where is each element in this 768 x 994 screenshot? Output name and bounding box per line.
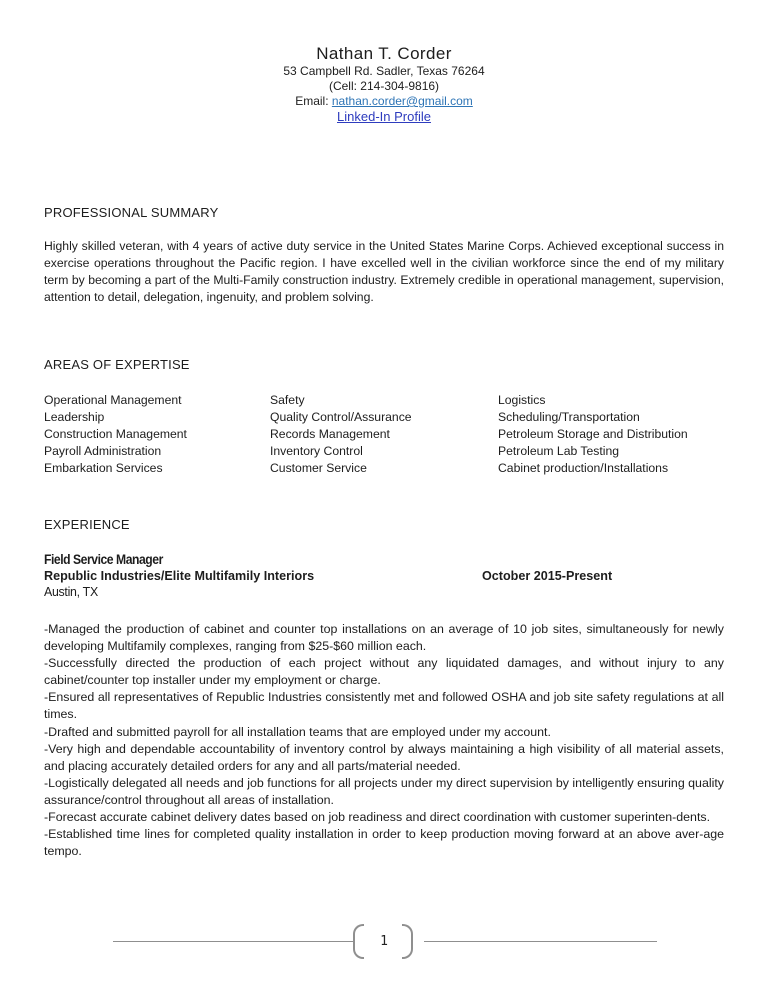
expertise-item: Quality Control/Assurance	[270, 410, 412, 424]
right-bracket-icon	[402, 924, 413, 959]
expertise-column-3	[498, 392, 724, 477]
expertise-item: Inventory Control	[270, 444, 363, 458]
expertise-heading: AREAS OF EXPERTISE	[44, 357, 190, 372]
job-bullet: -Very high and dependable accountability of inventory control by always maintaining a high visibility of all material assets, and placing accurately detailed orders for any and all parts/material needed.	[44, 741, 724, 773]
job-bullet: -Successfully directed the production of each project without any liquidated damages, and without injury to any cabinet/counter top installer under my employment or charge.	[44, 656, 724, 688]
footer-rule-left	[113, 941, 353, 942]
job-bullet-list	[44, 621, 724, 860]
footer-rule-right	[424, 941, 657, 942]
job-title: Field Service Manager	[44, 552, 163, 567]
summary-heading: PROFESSIONAL SUMMARY	[44, 205, 219, 220]
expertise-item: Operational Management	[44, 393, 182, 407]
expertise-grid	[44, 392, 724, 477]
expertise-item: Construction Management	[44, 427, 187, 441]
expertise-item: Leadership	[44, 410, 105, 424]
job-bullet: -Managed the production of cabinet and counter top installations on an average of 10 job sites, simultaneously for newly developing Multifamily complexes, ranging from $25-$60 million each.	[44, 622, 724, 654]
expertise-column-2	[270, 392, 498, 477]
job-location: Austin, TX	[44, 584, 98, 599]
job-bullet: -Forecast accurate cabinet delivery dates based on job readiness and direct coordination with customer superinten-dents.	[44, 810, 711, 825]
job-bullet: -Drafted and submitted payroll for all installation teams that are employed under my account.	[44, 724, 551, 739]
job-dates: October 2015-Present	[482, 569, 613, 583]
contact-header	[44, 0, 724, 125]
expertise-item: Logistics	[498, 393, 546, 407]
expertise-item: Scheduling/Transportation	[498, 410, 640, 424]
person-name: Nathan T. Corder	[316, 44, 452, 63]
email-line	[44, 94, 724, 109]
linkedin-line	[44, 109, 724, 125]
expertise-item: Petroleum Storage and Distribution	[498, 427, 688, 441]
job-bullet: -Ensured all representatives of Republic Industries consistently met and followed OSHA and job site safety regulations at all times.	[44, 690, 724, 722]
job-company: Republic Industries/Elite Multifamily Interiors	[44, 569, 315, 583]
email-link[interactable]: nathan.corder@gmail.com	[331, 94, 473, 108]
job-bullet: -Logistically delegated all needs and job functions for all projects under my direct supervision by intelligently ensuring quality assurance/control throughout all areas of installation.	[44, 775, 724, 807]
phone-number: (Cell: 214-304-9816)	[328, 79, 440, 93]
linkedin-profile-link[interactable]: Linked-In Profile	[337, 109, 431, 124]
left-bracket-icon	[353, 924, 364, 959]
expertise-item: Customer Service	[270, 461, 367, 475]
expertise-column-1	[44, 392, 270, 477]
job-company-row	[44, 568, 724, 584]
expertise-item: Safety	[270, 393, 305, 407]
page-footer	[0, 922, 768, 964]
expertise-item: Payroll Administration	[44, 444, 162, 458]
expertise-item: Petroleum Lab Testing	[498, 444, 620, 458]
email-label: Email:	[295, 94, 332, 108]
page-number: 1	[380, 934, 388, 949]
expertise-item: Cabinet production/Installations	[498, 461, 669, 475]
expertise-item: Records Management	[270, 427, 390, 441]
expertise-item: Embarkation Services	[44, 461, 163, 475]
summary-paragraph: Highly skilled veteran, with 4 years of active duty service in the United States Marine Corps. Achieved exceptional success in exercise operations throughout the Pacific region. I have excelled well in the civilian workforce since the end of my military term by becoming a part of the Multi-Family construction industry. Extremely credible in operational management, supervision, attention to detail, delegation, ingenuity, and problem solving.	[44, 239, 724, 304]
street-address: 53 Campbell Rd. Sadler, Texas 76264	[283, 64, 485, 78]
job-bullet: -Established time lines for completed quality installation in order to keep production moving forward at an above aver-age tempo.	[44, 827, 724, 859]
experience-heading: EXPERIENCE	[44, 517, 130, 532]
